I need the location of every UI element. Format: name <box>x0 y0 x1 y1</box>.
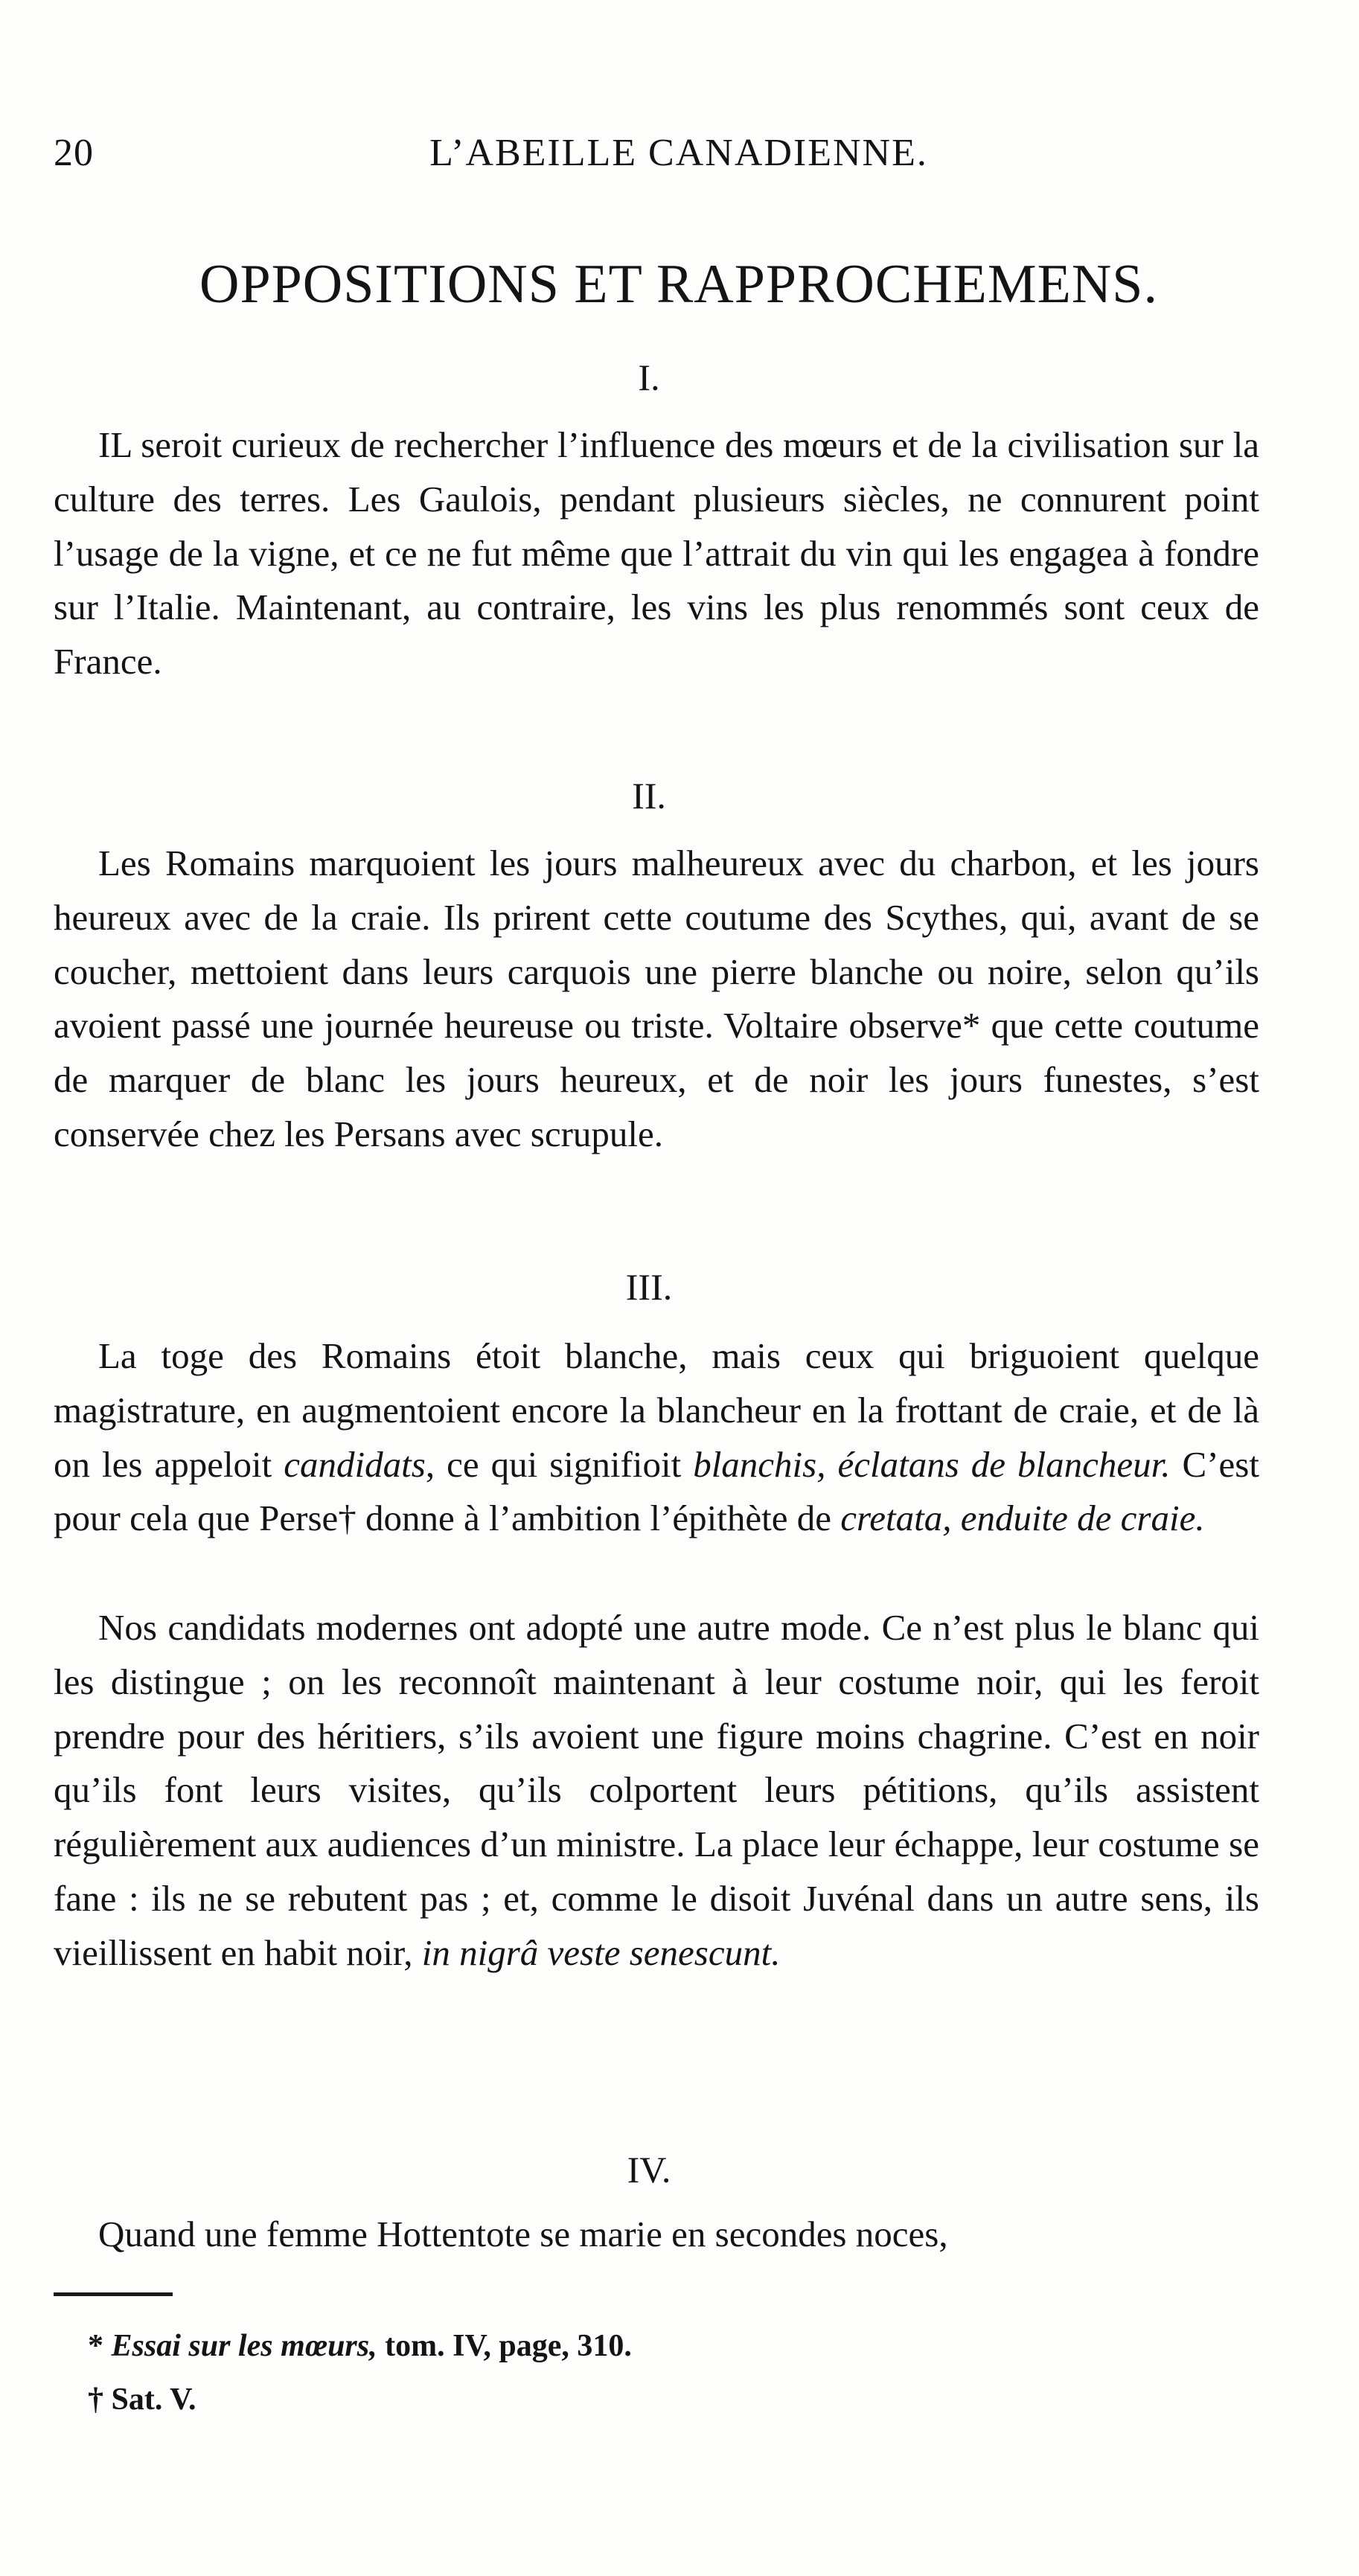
section-numeral-1: I. <box>638 357 660 398</box>
article-title: OPPOSITIONS ET RAPPROCHEMENS. <box>199 254 1158 315</box>
footnote-1-reference: tom. IV, page, 310. <box>377 2329 632 2363</box>
text-span: Nos candidats modernes ont adopté une autre mode. Ce n’est plus le blanc qui les distingue ; on les reconnoît maintenant à leur costume noir, qui les feroit prendre pour des héritiers, s’ils avoient une figure moins chagrine. C’est en noir qu’ils font leurs visites, qu’ils colportent leurs pétitions, qu’ils assistent régulièrement aux audiences d’un ministre. La place leur échappe, leur costume se fane : ils ne se rebutent pas ; et, comme le disoit Juvénal dans un autre sens, ils vieillissent en habit noir, <box>54 1607 1259 1973</box>
paragraph-section-1: IL seroit curieux de rechercher l’influence des mœurs et de la civilisation sur la culture des terres. Les Gaulois, pendant plusieurs siècles, ne connurent point l’usage de la vigne, et ce ne fut même que l’attrait du vin qui les engagea à fondre sur l’Italie. Maintenant, au contraire, les vins les plus renommés sont ceux de France. <box>54 424 1259 683</box>
italic-blanchis: blanchis, éclatans de blancheur. <box>693 1443 1171 1485</box>
page-number: 20 <box>54 132 94 174</box>
italic-candidats: candidats <box>284 1443 426 1485</box>
page-header <box>54 131 1304 191</box>
text-span: C’est pour cela que Perse† donne à l’ambition l’épithète de <box>54 1443 1259 1539</box>
section-numeral-4: IV. <box>627 2149 671 2190</box>
footnote-mark: * <box>88 2329 103 2363</box>
italic-latin-quote: in nigrâ veste senescunt. <box>421 1931 781 1973</box>
section-numeral-2: II. <box>632 775 666 816</box>
footnote-rule <box>54 2292 173 2296</box>
paragraph-section-3a <box>54 1329 1259 1546</box>
italic-cretata: cretata, enduite de craie. <box>840 1498 1205 1539</box>
text-span: La toge des Romains étoit blanche, mais ceux qui briguoient quelque magistrature, en augmentoient encore la blancheur en la frottant de craie, et de là on les appeloit <box>54 1335 1259 1485</box>
footnote-2: † Sat. V. <box>88 2382 196 2417</box>
section-numeral-3: III. <box>625 1266 673 1308</box>
paragraph-section-4: Quand une femme Hottentote se marie en secondes noces, <box>98 2214 948 2254</box>
paragraph-section-3b <box>54 1601 1259 1981</box>
paragraph-section-2: Les Romains marquoient les jours malheureux avec du charbon, et les jours heureux avec de la craie. Ils prirent cette coutume des Scythes, qui, avant de se coucher, mettoient dans leurs carquois une pierre blanche ou noire, selon qu’ils avoient passé une journée heureuse ou triste. Voltaire observe* que cette coutume de marquer de blanc les jours heureux, et de noir les jours funestes, s’est conservée chez les Persans avec scrupule. <box>54 843 1259 1154</box>
running-title: L’ABEILLE CANADIENNE. <box>429 132 928 174</box>
footnote-1 <box>88 2328 1241 2364</box>
footnote-1-title: Essai sur les mœurs, <box>111 2329 377 2363</box>
text-span: , ce qui signifioit <box>425 1443 694 1485</box>
